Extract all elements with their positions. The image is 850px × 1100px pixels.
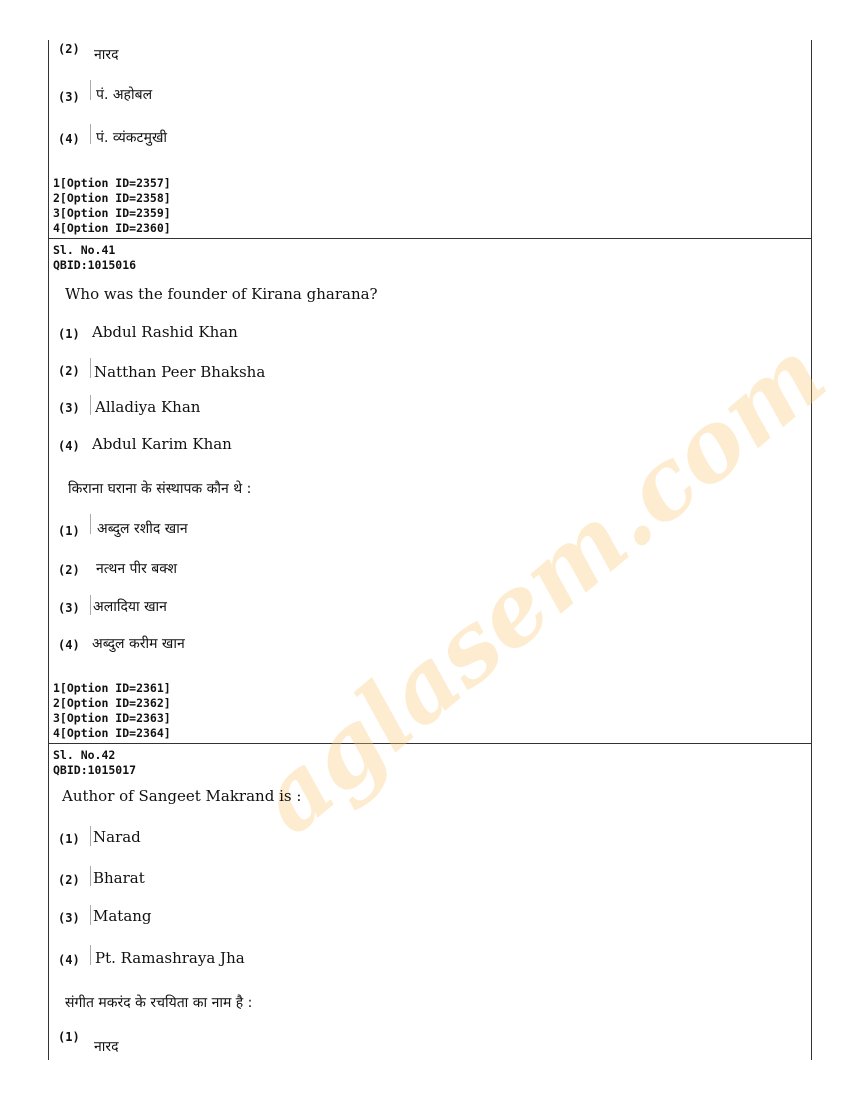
option-number: (1) — [58, 832, 80, 846]
qbid: QBID:1015016 — [53, 258, 137, 272]
option-separator — [90, 358, 91, 378]
option-id: 2[Option ID=2358] — [53, 191, 171, 205]
option-number: (4) — [58, 439, 80, 453]
option-text: अलादिया खान — [93, 599, 167, 615]
option-separator — [90, 905, 91, 925]
question-text-hi: किराना घराना के संस्थापक कौन थे : — [68, 481, 252, 497]
option-text: अब्दुल करीम खान — [92, 636, 185, 652]
option-separator — [90, 595, 91, 615]
option-id: 1[Option ID=2361] — [53, 681, 171, 695]
option-separator — [90, 866, 91, 886]
option-text: नारद — [94, 47, 119, 63]
qbid: QBID:1015017 — [53, 763, 137, 777]
option-number: (1) — [58, 524, 80, 538]
option-id: 4[Option ID=2360] — [53, 221, 171, 235]
question-header — [53, 748, 136, 778]
option-id: 1[Option ID=2357] — [53, 176, 171, 190]
option-number: (2) — [58, 364, 80, 378]
question-text-en: Author of Sangeet Makrand is : — [62, 787, 302, 805]
serial-number: Sl. No.42 — [53, 748, 116, 762]
option-separator — [90, 124, 91, 144]
option-separator — [90, 395, 91, 415]
option-id: 3[Option ID=2359] — [53, 206, 171, 220]
option-number: (3) — [58, 90, 80, 104]
option-number: (4) — [58, 638, 80, 652]
option-number: (3) — [58, 601, 80, 615]
watermark: aglasem.com — [235, 317, 847, 856]
option-number: (2) — [58, 873, 80, 887]
option-number: (2) — [58, 563, 80, 577]
question-text-hi: संगीत मकरंद के रचयिता का नाम है : — [65, 995, 253, 1011]
option-text: Narad — [93, 828, 141, 846]
option-text: Abdul Rashid Khan — [92, 323, 238, 341]
option-text: Alladiya Khan — [95, 398, 201, 416]
option-number: (3) — [58, 911, 80, 925]
option-separator — [90, 80, 91, 100]
option-number: (1) — [58, 327, 80, 341]
option-id: 4[Option ID=2364] — [53, 726, 171, 740]
option-number: (1) — [58, 1030, 80, 1044]
option-text: Bharat — [93, 869, 145, 887]
option-text: Natthan Peer Bhaksha — [94, 363, 266, 381]
option-text: अब्दुल रशीद खान — [97, 521, 188, 537]
option-separator — [90, 514, 91, 534]
option-text: नारद — [94, 1039, 119, 1055]
option-id-list — [53, 176, 171, 236]
option-id-list — [53, 681, 171, 741]
option-number: (3) — [58, 401, 80, 415]
option-text: Abdul Karim Khan — [92, 435, 232, 453]
option-separator — [90, 826, 91, 846]
option-number: (4) — [58, 132, 80, 146]
option-text: Matang — [93, 907, 152, 925]
option-number: (4) — [58, 953, 80, 967]
option-separator — [90, 945, 91, 965]
option-id: 3[Option ID=2363] — [53, 711, 171, 725]
question-text-en: Who was the founder of Kirana gharana? — [65, 285, 378, 303]
option-id: 2[Option ID=2362] — [53, 696, 171, 710]
option-number: (2) — [58, 42, 80, 56]
question-divider — [48, 238, 811, 239]
option-text: नत्थन पीर बक्श — [96, 561, 177, 577]
question-header — [53, 243, 136, 273]
option-text: Pt. Ramashraya Jha — [95, 949, 245, 967]
option-text: पं. व्यंकटमुखी — [96, 130, 168, 146]
option-text: पं. अहोबल — [96, 87, 153, 103]
question-divider — [48, 743, 811, 744]
serial-number: Sl. No.41 — [53, 243, 116, 257]
